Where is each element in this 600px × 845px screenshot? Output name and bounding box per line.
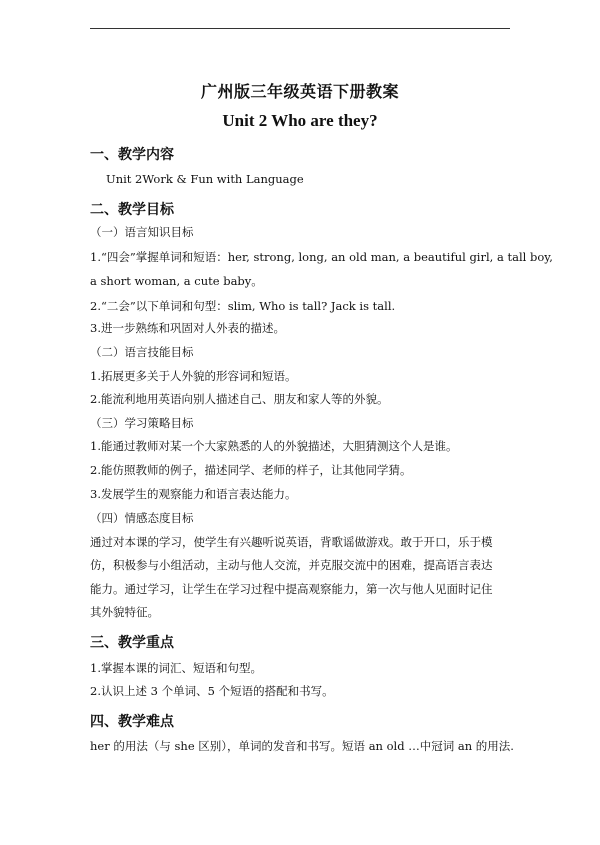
list-item: 2.能流利地用英语向别人描述自己、朋友和家人等的外貌。: [90, 392, 389, 406]
subsection-heading: （三）学习策略目标: [90, 416, 194, 430]
section-heading-difficulties: 四、教学难点: [90, 714, 174, 730]
section-heading-key-points: 三、教学重点: [90, 635, 174, 651]
list-item: 1.拓展更多关于人外貌的形容词和短语。: [90, 369, 297, 383]
paragraph-line: 仿，积极参与小组活动，主动与他人交流，并克服交流中的困难，提高语言表达: [90, 558, 493, 572]
list-item: 3.进一步熟练和巩固对人外表的描述。: [90, 321, 285, 335]
document-title: 广州版三年级英语下册教案: [200, 82, 399, 101]
list-item: 2.“二会”以下单词和句型：slim, Who is tall? Jack is tall.: [90, 299, 396, 313]
subsection-heading: （一）语言知识目标: [90, 225, 194, 239]
list-item: 1.“四会”掌握单词和短语：her, strong, long, an old man, a beautiful girl, a tall boy,: [90, 250, 553, 264]
list-item-continued: a short woman, a cute baby。: [90, 274, 263, 288]
subsection-heading: （四）情感态度目标: [90, 511, 194, 525]
list-item: 2.认识上述 3 个单词、5 个短语的搭配和书写。: [90, 684, 334, 698]
paragraph-line: 通过对本课的学习，使学生有兴趣听说英语，背歌谣做游戏。敢于开口，乐于模: [90, 535, 493, 549]
list-item: 1.能通过教师对某一个大家熟悉的人的外貌描述，大胆猜测这个人是谁。: [90, 439, 458, 453]
subsection-heading: （二）语言技能目标: [90, 345, 194, 359]
list-item: 1.掌握本课的词汇、短语和句型。: [90, 661, 262, 675]
document-subtitle: Unit 2 Who are they?: [222, 111, 378, 130]
list-item: 3.发展学生的观察能力和语言表达能力。: [90, 487, 297, 501]
paragraph-line: 能力。通过学习，让学生在学习过程中提高观察能力，第一次与他人见面时记住: [90, 582, 493, 596]
paragraph-line: 其外貌特征。: [90, 605, 159, 619]
header-rule: [90, 28, 510, 29]
list-item: 2.能仿照教师的例子，描述同学、老师的样子，让其他同学猜。: [90, 463, 412, 477]
section-heading-content: 一、教学内容: [90, 147, 174, 163]
list-item: her 的用法（与 she 区别），单词的发音和书写。短语 an old …中冠词 an 的用法.: [90, 739, 514, 753]
section-text: Unit 2Work & Fun with Language: [106, 172, 304, 186]
section-heading-objectives: 二、教学目标: [90, 202, 174, 218]
